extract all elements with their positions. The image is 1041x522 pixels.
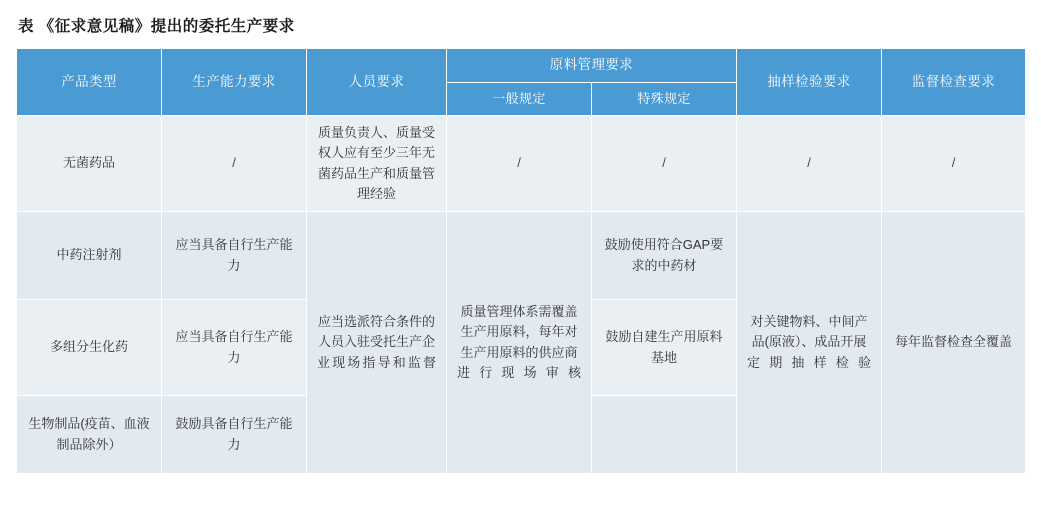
table-row bbox=[17, 212, 1026, 300]
cell-capacity: 应当具备自行生产能力 bbox=[162, 212, 307, 300]
cell-product-type: 多组分生化药 bbox=[17, 300, 162, 396]
cell-material-special bbox=[592, 396, 737, 474]
cell-personnel-merged: 应当选派符合条件的人员入驻受托生产企业现场指导和监督 bbox=[307, 212, 447, 474]
cell-material-general: / bbox=[447, 116, 592, 212]
header-material-group: 原料管理要求 bbox=[447, 49, 737, 83]
cell-material-special: / bbox=[592, 116, 737, 212]
header-material-special: 特殊规定 bbox=[592, 82, 737, 115]
cell-capacity: / bbox=[162, 116, 307, 212]
table-caption: 表 《征求意见稿》提出的委托生产要求 bbox=[18, 18, 295, 35]
header-supervision: 监督检查要求 bbox=[882, 49, 1026, 116]
cell-product-type: 无菌药品 bbox=[17, 116, 162, 212]
table-body bbox=[17, 116, 1026, 474]
cell-material-special: 鼓励使用符合GAP要求的中药材 bbox=[592, 212, 737, 300]
header-capacity: 生产能力要求 bbox=[162, 49, 307, 116]
header-product-type: 产品类型 bbox=[17, 49, 162, 116]
cell-product-type: 生物制品(疫苗、血液制品除外） bbox=[17, 396, 162, 474]
cell-personnel: 质量负责人、质量受权人应有至少三年无菌药品生产和质量管理经验 bbox=[307, 116, 447, 212]
requirements-table bbox=[16, 48, 1026, 474]
table-header bbox=[17, 49, 1026, 116]
header-personnel: 人员要求 bbox=[307, 49, 447, 116]
header-material-general: 一般规定 bbox=[447, 82, 592, 115]
table-row bbox=[17, 116, 1026, 212]
cell-material-special: 鼓励自建生产用原料基地 bbox=[592, 300, 737, 396]
cell-sampling: / bbox=[737, 116, 882, 212]
cell-material-general-merged: 质量管理体系需覆盖生产用原料，每年对生产用原料的供应商进行现场审核 bbox=[447, 212, 592, 474]
header-row-primary bbox=[17, 49, 1026, 83]
cell-product-type: 中药注射剂 bbox=[17, 212, 162, 300]
cell-capacity: 鼓励具备自行生产能力 bbox=[162, 396, 307, 474]
header-sampling: 抽样检验要求 bbox=[737, 49, 882, 116]
cell-sampling-merged: 对关键物料、中间产品(原液）、成品开展定期抽样检验 bbox=[737, 212, 882, 474]
cell-capacity: 应当具备自行生产能力 bbox=[162, 300, 307, 396]
cell-supervision: / bbox=[882, 116, 1026, 212]
cell-supervision-merged: 每年监督检查全覆盖 bbox=[882, 212, 1026, 474]
